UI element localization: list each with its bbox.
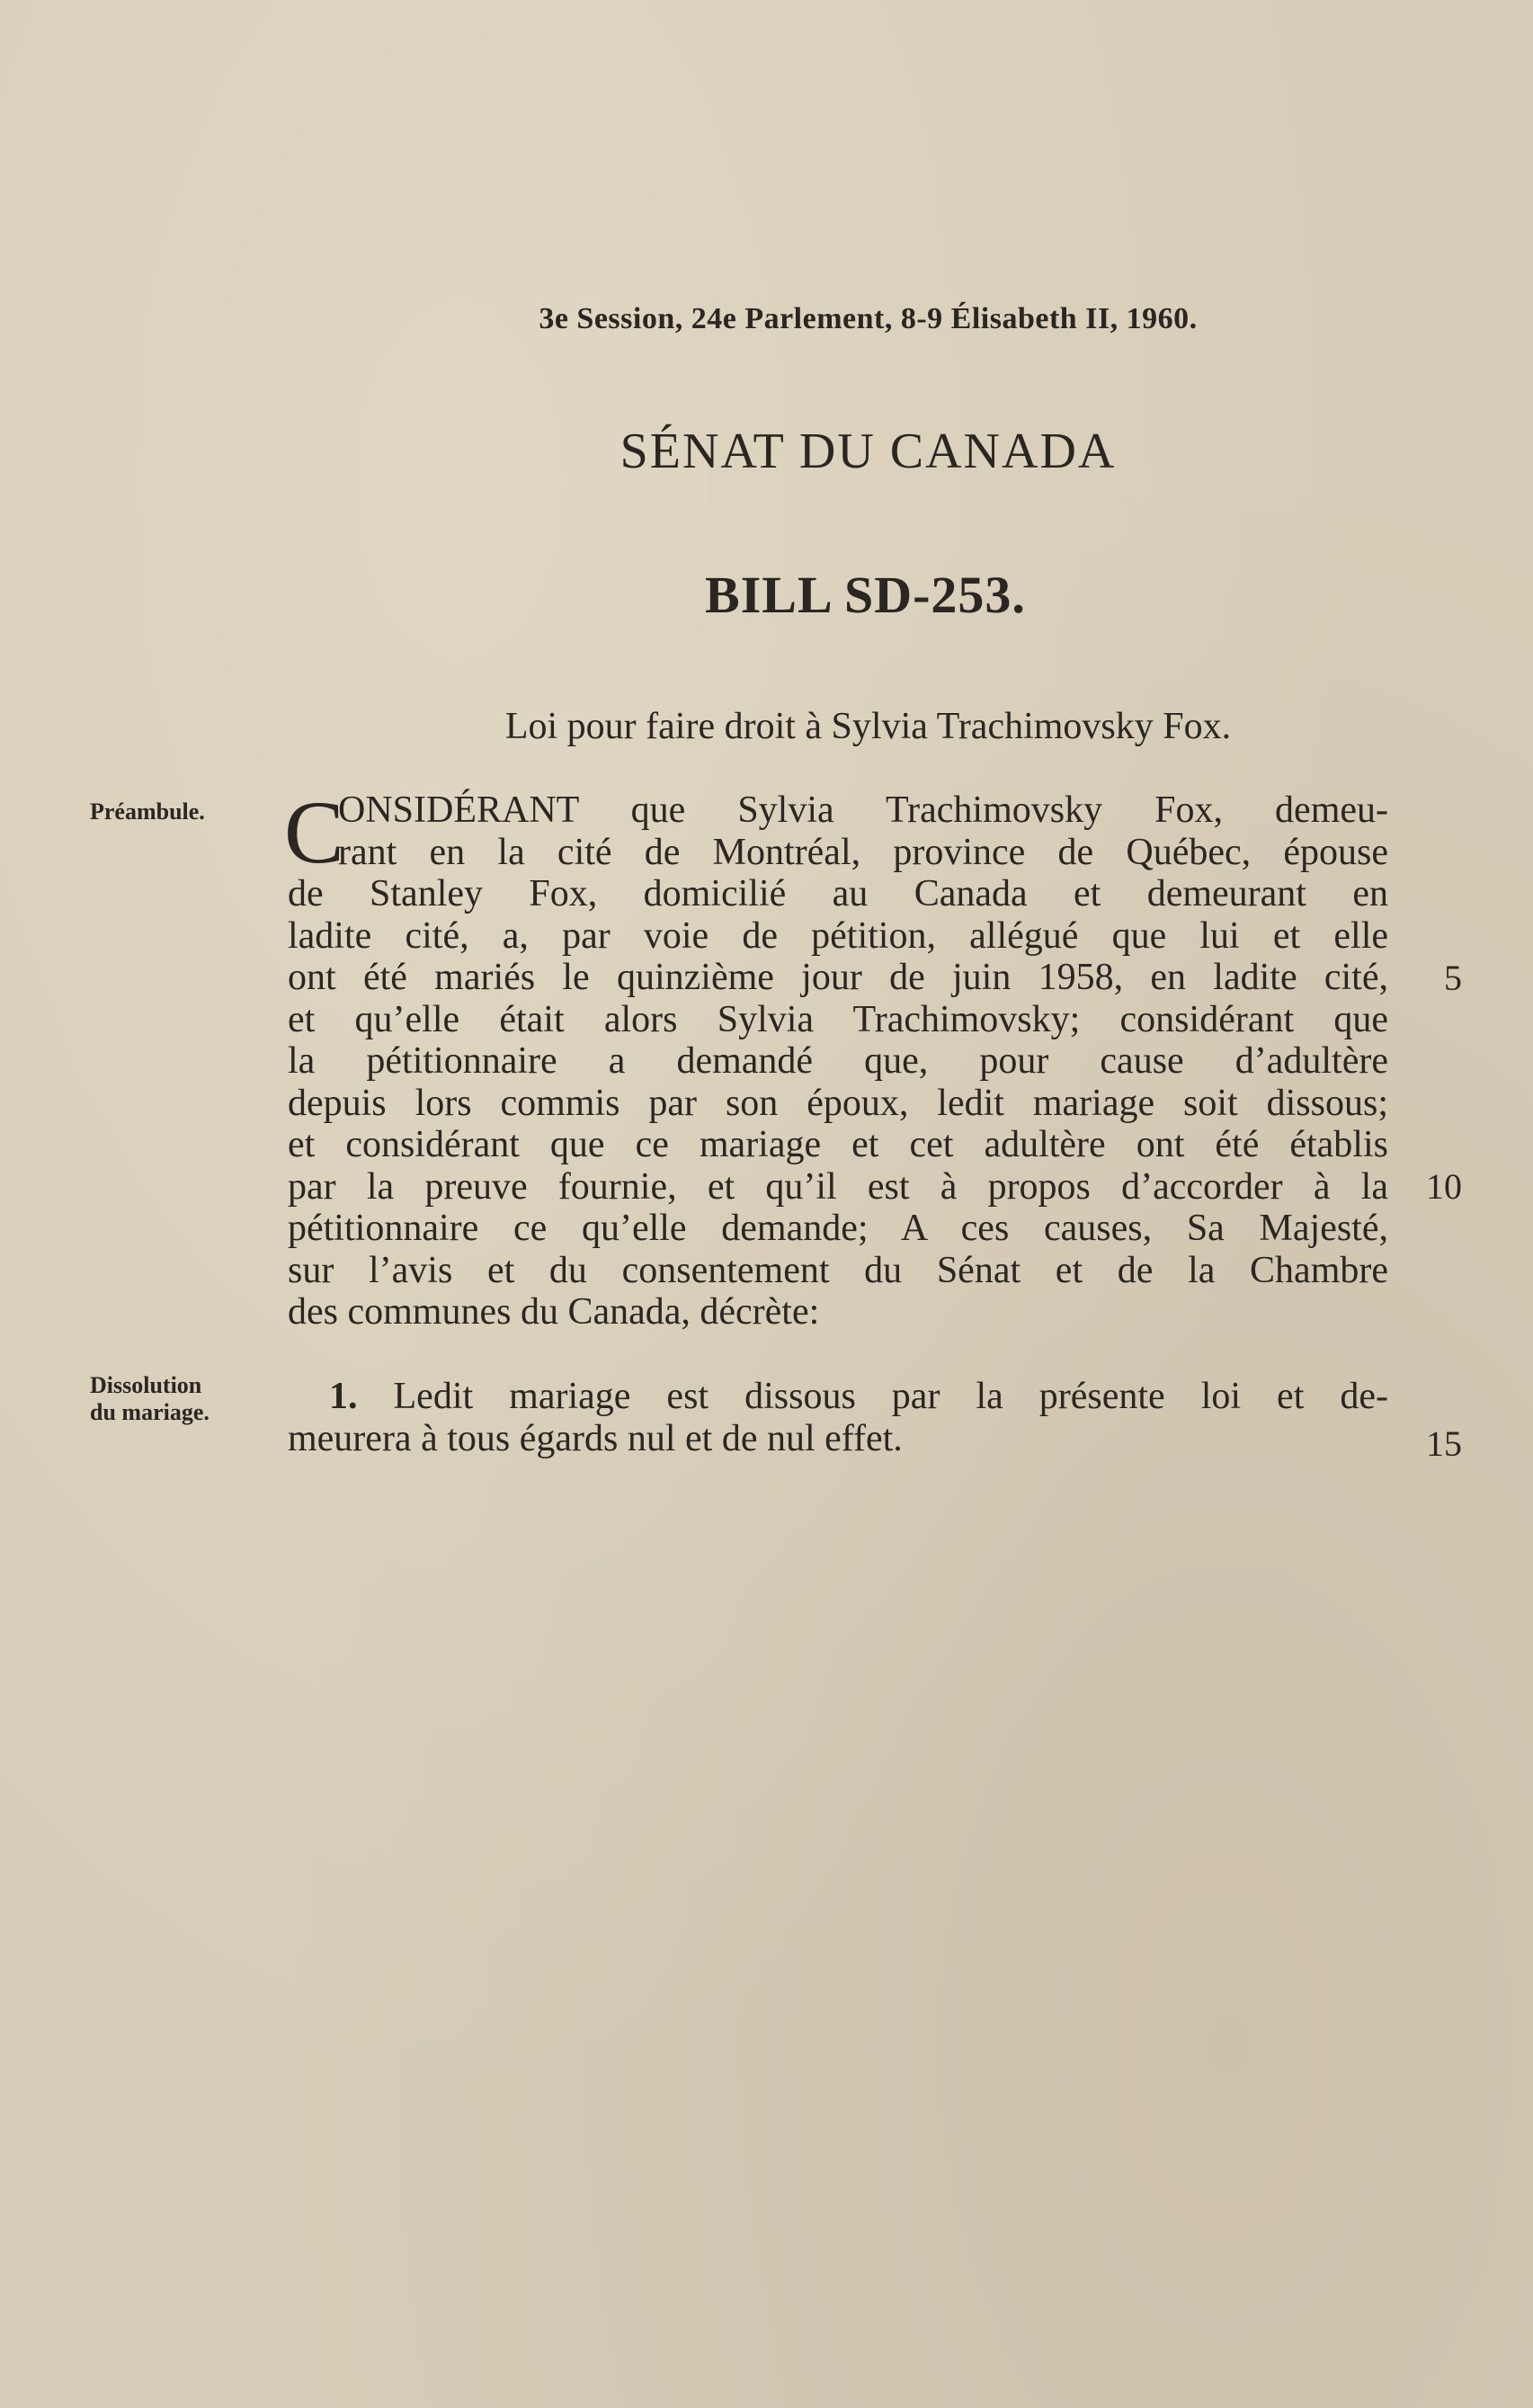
- preamble-line: la pétitionnaire a demandé que, pour cause d’adultère: [288, 1040, 1388, 1082]
- margin-note-dissolution-line2: du mariage.: [90, 1399, 209, 1425]
- preamble-line: ont été mariés le quinzième jour de juin 1958, en ladite cité,: [288, 957, 1388, 998]
- margin-note-dissolution-line1: Dissolution: [90, 1372, 202, 1398]
- article-number: 1.: [329, 1376, 358, 1417]
- preamble-line: ONSIDÉRANT que Sylvia Trachimovsky Fox, demeu-: [338, 789, 1388, 831]
- bill-short-title: Loi pour faire droit à Sylvia Trachimovsky Fox.: [504, 706, 1232, 747]
- preamble-line: et considérant que ce mariage et cet adultère ont été établis: [288, 1124, 1388, 1165]
- session-line: 3e Session, 24e Parlement, 8-9 Élisabeth II, 1960.: [539, 302, 1198, 335]
- article-1: [288, 1376, 1388, 1459]
- preamble-line: sur l’avis et du consentement du Sénat et de la Chambre: [288, 1249, 1388, 1291]
- margin-note-dissolution: [90, 1372, 209, 1426]
- preamble-line: des communes du Canada, décrète:: [288, 1291, 820, 1333]
- article-1-text-line1: Ledit mariage est dissous par la présente loi et de-: [393, 1376, 1388, 1417]
- preamble-line: pétitionnaire ce qu’elle demande; A ces causes, Sa Majesté,: [288, 1208, 1388, 1249]
- article-1-line1: [288, 1376, 1388, 1418]
- line-number-15: 15: [1426, 1423, 1462, 1464]
- article-1-line2: meurera à tous égards nul et de nul effet.: [288, 1417, 903, 1459]
- preamble-line: par la preuve fournie, et qu’il est à propos d’accorder à la: [288, 1165, 1388, 1208]
- margin-note-preamble: Préambule.: [90, 798, 205, 825]
- dropcap-letter: C: [284, 782, 344, 882]
- line-number-5: 5: [1444, 958, 1462, 998]
- preamble-line: rant en la cité de Montréal, province de Québec, épouse: [338, 831, 1388, 873]
- preamble-line: ladite cité, a, par voie de pétition, allégué que lui et elle: [288, 914, 1388, 957]
- preamble-line: depuis lors commis par son époux, ledit mariage soit dissous;: [288, 1082, 1388, 1124]
- preamble-line: de Stanley Fox, domicilié au Canada et demeurant en: [288, 873, 1388, 914]
- line-number-10: 10: [1426, 1166, 1462, 1207]
- preamble-line: et qu’elle était alors Sylvia Trachimovsky; considérant que: [288, 998, 1388, 1040]
- bill-number: BILL SD-253.: [705, 566, 1026, 624]
- chamber-title: SÉNAT DU CANADA: [619, 424, 1117, 479]
- preamble-paragraph: [284, 782, 1388, 1333]
